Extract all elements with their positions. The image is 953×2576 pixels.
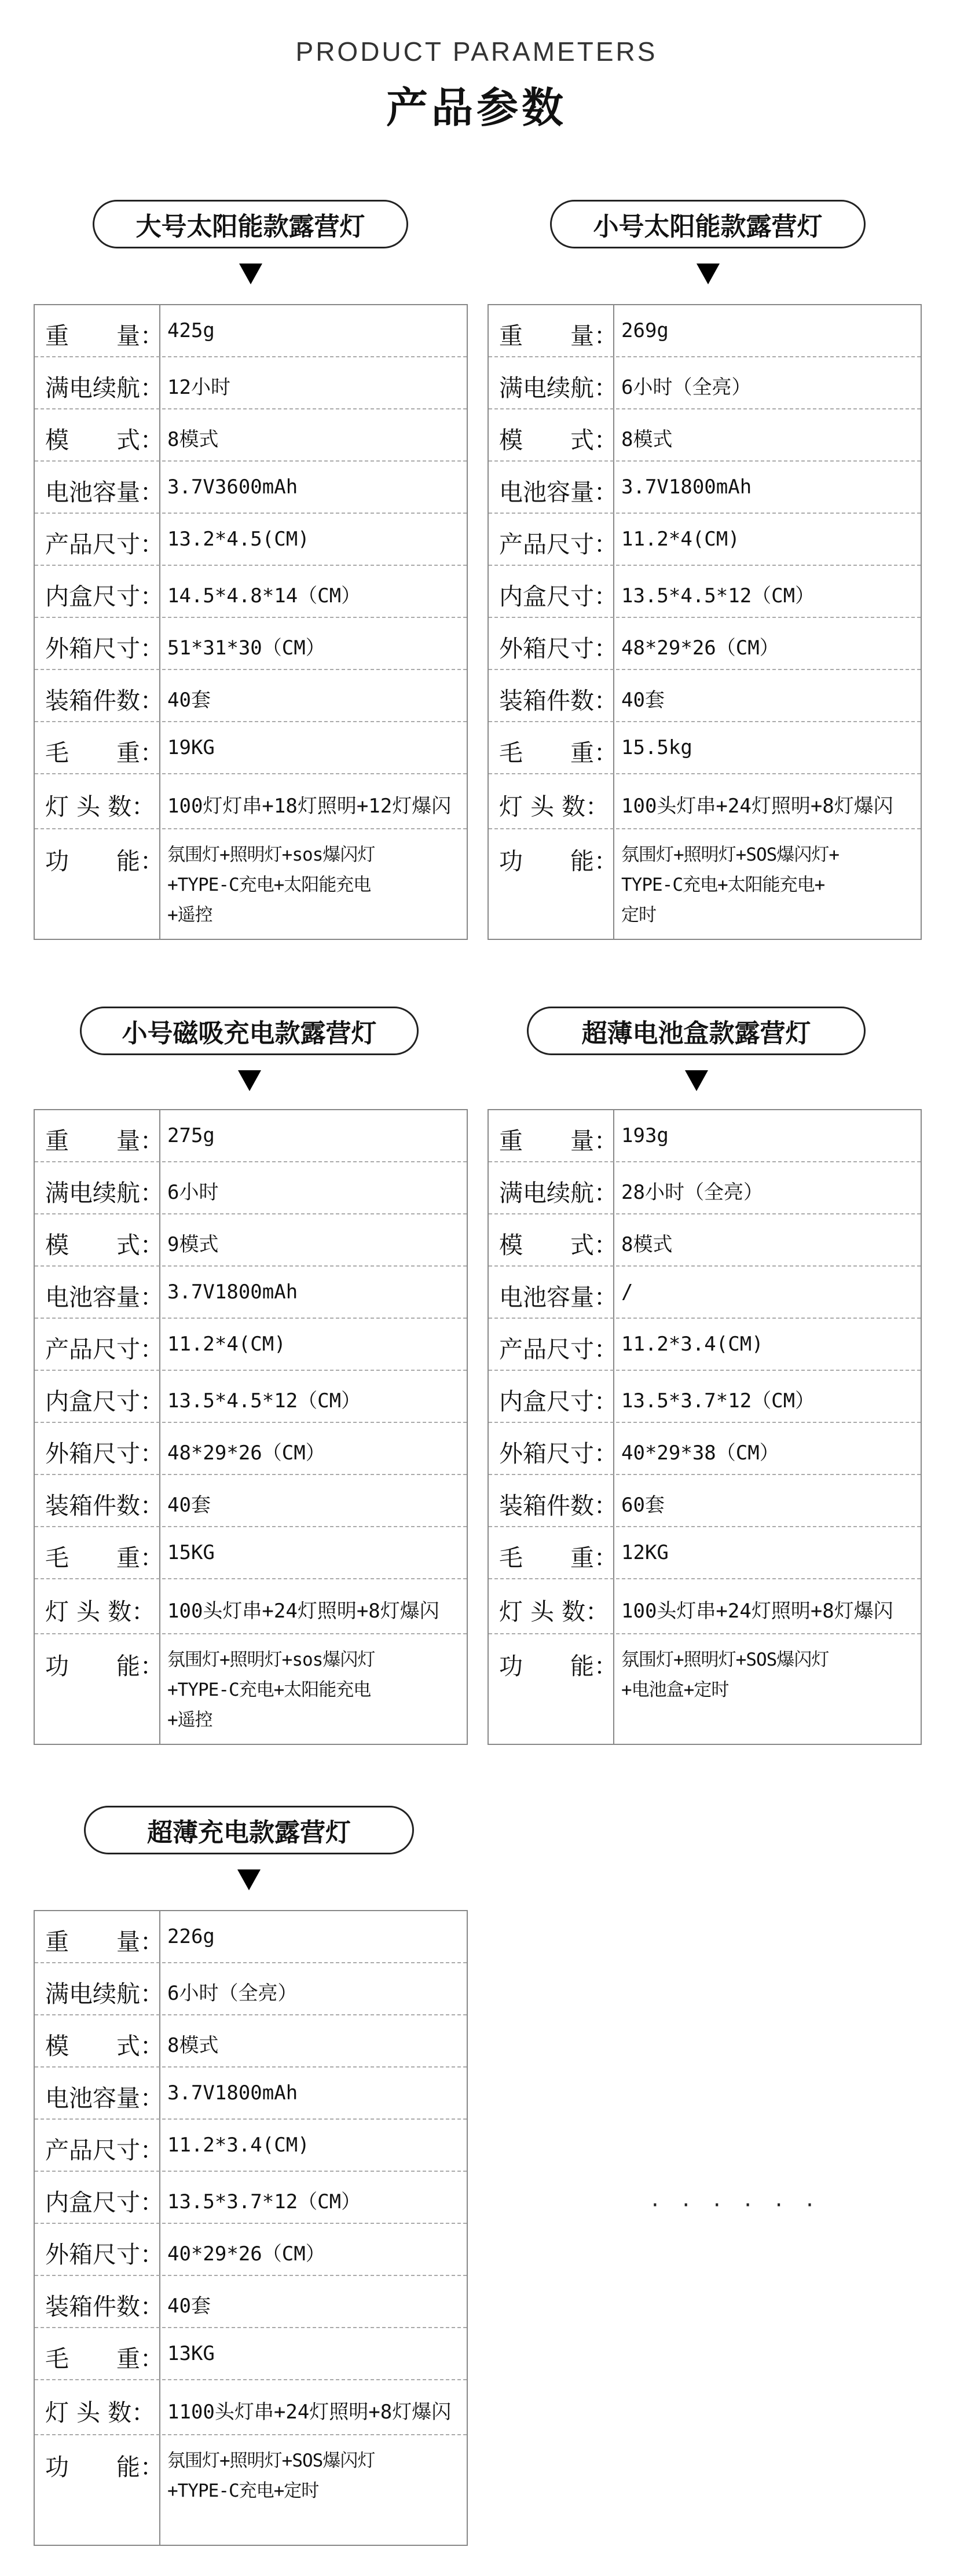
spec-label: 内盒尺寸： <box>45 1388 164 1415</box>
spec-value: 269g <box>621 319 669 342</box>
spec-row <box>35 2435 467 2547</box>
spec-value: 8模式 <box>621 428 673 451</box>
spec-row <box>489 357 921 409</box>
spec-row <box>35 305 467 357</box>
spec-label: 电池容量： <box>45 2084 164 2112</box>
spec-label: 灯 头 数： <box>45 1597 156 1626</box>
spec-row <box>35 1911 467 1963</box>
spec-label: 模 式： <box>45 1231 164 1259</box>
spec-value: 6小时（全亮） <box>621 376 752 399</box>
spec-label: 外箱尺寸： <box>45 1440 164 1468</box>
spec-value: 40套 <box>621 689 665 712</box>
spec-label: 重 量： <box>45 1127 164 1155</box>
spec-row <box>489 514 921 566</box>
spec-label: 毛 重： <box>499 739 618 767</box>
spec-value: 48*29*26（CM） <box>167 1441 325 1465</box>
spec-label: 内盒尺寸： <box>45 583 164 610</box>
spec-row <box>489 1423 921 1475</box>
spec-row <box>489 670 921 722</box>
spec-value: 40套 <box>167 2295 211 2318</box>
spec-row <box>489 305 921 357</box>
spec-label: 灯 头 数： <box>45 792 156 821</box>
spec-label: 功 能： <box>499 847 618 875</box>
spec-label: 电池容量： <box>45 478 164 506</box>
spec-row <box>35 1475 467 1527</box>
spec-value: 193g <box>621 1124 669 1147</box>
spec-value: 13.2*4.5(CM) <box>167 528 310 551</box>
spec-label: 产品尺寸： <box>45 2136 164 2164</box>
spec-label: 满电续航： <box>499 374 618 402</box>
spec-label: 电池容量： <box>499 478 618 506</box>
product-name-pill: 超薄充电款露营灯 <box>84 1806 414 1854</box>
spec-label: 满电续航： <box>45 1980 164 2008</box>
spec-table <box>488 1109 922 1745</box>
spec-row <box>35 1634 467 1746</box>
spec-table <box>34 1910 468 2546</box>
spec-label: 装箱件数： <box>45 687 164 715</box>
spec-label: 灯 头 数： <box>45 2398 156 2427</box>
spec-row <box>35 1527 467 1579</box>
spec-row <box>35 409 467 462</box>
spec-value: 12KG <box>621 1541 669 1564</box>
spec-value: 15.5kg <box>621 736 692 759</box>
spec-row <box>35 462 467 514</box>
spec-row <box>35 774 467 829</box>
spec-value: 3.7V1800mAh <box>167 2081 298 2105</box>
spec-row <box>489 774 921 829</box>
spec-row <box>35 2068 467 2120</box>
spec-label: 外箱尺寸： <box>45 635 164 663</box>
spec-value: 9模式 <box>167 1233 219 1256</box>
spec-row <box>489 1162 921 1214</box>
spec-row <box>489 462 921 514</box>
spec-row <box>489 1475 921 1527</box>
spec-label: 毛 重： <box>45 2345 164 2373</box>
spec-label: 功 能： <box>45 1652 164 1680</box>
spec-label: 毛 重： <box>45 1544 164 1572</box>
spec-row <box>35 2328 467 2380</box>
spec-value: 6小时 <box>167 1181 219 1204</box>
product-name-pill: 小号磁吸充电款露营灯 <box>80 1007 419 1055</box>
spec-row <box>489 1214 921 1267</box>
down-arrow-icon <box>685 1070 708 1091</box>
spec-value: 13.5*4.5*12（CM） <box>167 1389 361 1413</box>
spec-label: 毛 重： <box>45 739 164 767</box>
spec-row <box>489 566 921 618</box>
spec-label: 外箱尺寸： <box>45 2241 164 2268</box>
spec-value: 12小时 <box>167 376 230 399</box>
spec-label: 电池容量： <box>45 1283 164 1311</box>
spec-value: 100灯灯串+18灯照明+12灯爆闪 <box>167 794 452 818</box>
spec-row <box>489 1371 921 1423</box>
spec-value: 氛围灯+照明灯+SOS爆闪灯 +电池盒+定时 <box>621 1649 829 1700</box>
spec-value: 51*31*30（CM） <box>167 636 325 660</box>
spec-label: 模 式： <box>45 426 164 454</box>
spec-value: 13KG <box>167 2342 215 2365</box>
spec-label: 满电续航： <box>45 1179 164 1207</box>
spec-table <box>488 304 922 940</box>
spec-value: 氛围灯+照明灯+SOS爆闪灯+ TYPE-C充电+太阳能充电+ 定时 <box>621 844 839 925</box>
header-title-en: PRODUCT PARAMETERS <box>295 36 658 67</box>
spec-value: 60套 <box>621 1494 665 1517</box>
product-name-pill: 小号太阳能款露营灯 <box>550 200 866 248</box>
spec-value: 3.7V1800mAh <box>621 475 752 499</box>
spec-row <box>489 409 921 462</box>
spec-label: 重 量： <box>45 1928 164 1956</box>
spec-value: 11.2*4(CM) <box>621 528 740 551</box>
spec-label: 产品尺寸： <box>499 1335 618 1363</box>
spec-label: 满电续航： <box>499 1179 618 1207</box>
spec-row <box>489 1319 921 1371</box>
spec-row <box>35 1963 467 2015</box>
spec-value: 275g <box>167 1124 215 1147</box>
spec-row <box>35 1423 467 1475</box>
spec-label: 模 式： <box>499 1231 618 1259</box>
spec-value: 226g <box>167 1925 215 1948</box>
spec-label: 模 式： <box>499 426 618 454</box>
spec-row <box>35 1110 467 1162</box>
spec-value: 氛围灯+照明灯+SOS爆闪灯 +TYPE-C充电+定时 <box>167 2450 375 2501</box>
spec-value: 40套 <box>167 1494 211 1517</box>
spec-label: 外箱尺寸： <box>499 635 618 663</box>
spec-value: 48*29*26（CM） <box>621 636 779 660</box>
spec-label: 模 式： <box>45 2032 164 2060</box>
spec-label: 产品尺寸： <box>45 1335 164 1363</box>
spec-row <box>35 566 467 618</box>
spec-row <box>489 1267 921 1319</box>
spec-row <box>35 829 467 941</box>
spec-label: 功 能： <box>45 2453 164 2481</box>
spec-value: 11.2*3.4(CM) <box>621 1333 764 1356</box>
spec-label: 产品尺寸： <box>45 530 164 558</box>
spec-value: 19KG <box>167 736 215 759</box>
spec-table <box>34 1109 468 1745</box>
spec-value: 425g <box>167 319 215 342</box>
spec-label: 装箱件数： <box>499 687 618 715</box>
spec-row <box>35 618 467 670</box>
spec-value: 6小时（全亮） <box>167 1982 298 2005</box>
spec-label: 满电续航： <box>45 374 164 402</box>
spec-value: 100头灯串+24灯照明+8灯爆闪 <box>621 1599 893 1623</box>
spec-value: 8模式 <box>167 428 219 451</box>
spec-value: 3.7V3600mAh <box>167 475 298 499</box>
spec-row <box>35 670 467 722</box>
spec-row <box>489 618 921 670</box>
spec-label: 重 量： <box>499 1127 618 1155</box>
spec-value: 氛围灯+照明灯+sos爆闪灯 +TYPE-C充电+太阳能充电 +遥控 <box>167 1649 375 1730</box>
spec-value: 14.5*4.8*14（CM） <box>167 584 361 608</box>
spec-row <box>35 514 467 566</box>
spec-label: 灯 头 数： <box>499 1597 610 1626</box>
spec-row <box>489 1634 921 1746</box>
spec-value: 1100头灯串+24灯照明+8灯爆闪 <box>167 2400 452 2424</box>
spec-value: / <box>621 1280 633 1304</box>
down-arrow-icon <box>238 1070 261 1091</box>
spec-row <box>35 2015 467 2068</box>
spec-row <box>35 1371 467 1423</box>
spec-row <box>35 2276 467 2328</box>
spec-row <box>35 2172 467 2224</box>
spec-value: 40套 <box>167 689 211 712</box>
spec-row <box>35 1579 467 1634</box>
down-arrow-icon <box>239 264 262 284</box>
spec-row <box>35 1267 467 1319</box>
spec-value: 28小时（全亮） <box>621 1181 763 1204</box>
spec-label: 功 能： <box>45 847 164 875</box>
spec-label: 重 量： <box>45 322 164 350</box>
spec-label: 内盒尺寸： <box>499 1388 618 1415</box>
down-arrow-icon <box>697 264 720 284</box>
spec-row <box>489 1579 921 1634</box>
spec-value: 13.5*3.7*12（CM） <box>621 1389 815 1413</box>
spec-row <box>35 1319 467 1371</box>
spec-label: 外箱尺寸： <box>499 1440 618 1468</box>
spec-value: 8模式 <box>167 2034 219 2057</box>
spec-label: 重 量： <box>499 322 618 350</box>
spec-label: 毛 重： <box>499 1544 618 1572</box>
spec-label: 装箱件数： <box>499 1492 618 1520</box>
more-indicator: · · · · · · <box>651 2192 822 2219</box>
spec-row <box>35 2380 467 2435</box>
spec-label: 灯 头 数： <box>499 792 610 821</box>
spec-value: 13.5*4.5*12（CM） <box>621 584 815 608</box>
spec-value: 15KG <box>167 1541 215 1564</box>
spec-value: 100头灯串+24灯照明+8灯爆闪 <box>167 1599 439 1623</box>
spec-label: 内盒尺寸： <box>499 583 618 610</box>
spec-value: 3.7V1800mAh <box>167 1280 298 1304</box>
spec-value: 100头灯串+24灯照明+8灯爆闪 <box>621 794 893 818</box>
spec-label: 产品尺寸： <box>499 530 618 558</box>
spec-row <box>35 722 467 774</box>
spec-value: 40*29*38（CM） <box>621 1441 779 1465</box>
spec-row <box>489 722 921 774</box>
down-arrow-icon <box>237 1869 261 1890</box>
spec-label: 电池容量： <box>499 1283 618 1311</box>
spec-table <box>34 304 468 940</box>
product-name-pill: 超薄电池盒款露营灯 <box>527 1007 866 1055</box>
spec-label: 内盒尺寸： <box>45 2189 164 2216</box>
spec-value: 氛围灯+照明灯+sos爆闪灯 +TYPE-C充电+太阳能充电 +遥控 <box>167 844 375 925</box>
spec-row <box>35 2224 467 2276</box>
spec-label: 装箱件数： <box>45 1492 164 1520</box>
spec-row <box>489 829 921 941</box>
header-title-cn: 产品参数 <box>386 83 567 132</box>
spec-label: 功 能： <box>499 1652 618 1680</box>
spec-row <box>489 1110 921 1162</box>
spec-value: 8模式 <box>621 1233 673 1256</box>
spec-row <box>35 1162 467 1214</box>
spec-row <box>35 2120 467 2172</box>
spec-value: 40*29*26（CM） <box>167 2242 325 2266</box>
spec-row <box>35 1214 467 1267</box>
product-name-pill: 大号太阳能款露营灯 <box>93 200 408 248</box>
spec-value: 11.2*3.4(CM) <box>167 2134 310 2157</box>
spec-label: 装箱件数： <box>45 2293 164 2321</box>
spec-row <box>35 357 467 409</box>
spec-row <box>489 1527 921 1579</box>
spec-value: 11.2*4(CM) <box>167 1333 286 1356</box>
spec-value: 13.5*3.7*12（CM） <box>167 2190 361 2213</box>
